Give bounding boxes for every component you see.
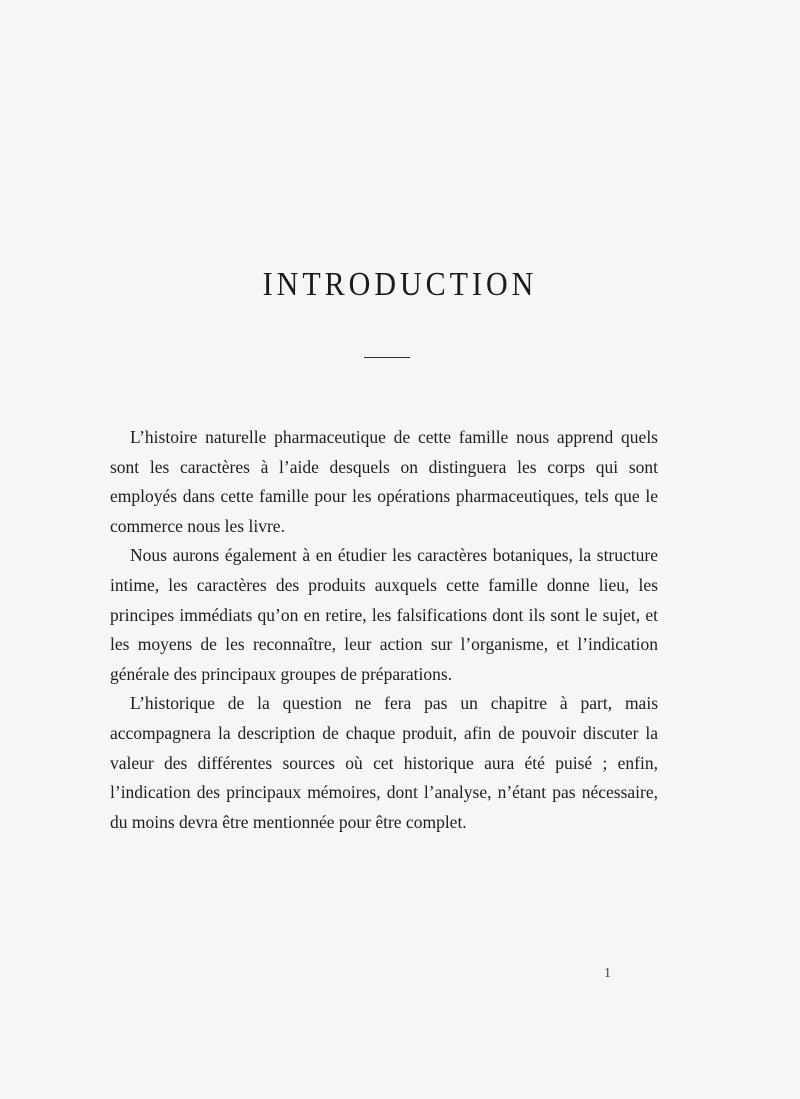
page-number: 1 xyxy=(604,966,611,981)
paragraph-3: L’historique de la question ne fera pas un chapitre à part, mais accompagnera la description de chaque produit, afin de pouvoir discuter la valeur des différentes sources où cet historique aura été puisé ; enfin, l’indication des principaux mémoires, dont l’analyse, n’étant pas nécessaire, du moins devra être mentionnée pour être complet. xyxy=(110,693,658,832)
body-text xyxy=(110,423,658,837)
paragraph-1: L’histoire naturelle pharmaceutique de cette famille nous apprend quels sont les caractères à l’aide desquels on distinguera les corps qui sont employés dans cette famille pour les opérations pharmaceutiques, tels que le commerce nous les livre. xyxy=(110,427,658,536)
title-divider xyxy=(364,357,410,358)
paragraph-2: Nous aurons également à en étudier les caractères botaniques, la structure intime, les caractères des produits auxquels cette famille donne lieu, les principes immédiats qu’on en retire, les falsifications dont ils sont le sujet, et les moyens de les reconnaître, leur action sur l’organisme, et l’indication générale des principaux groupes de préparations. xyxy=(110,545,658,684)
page-title: INTRODUCTION xyxy=(262,265,538,303)
